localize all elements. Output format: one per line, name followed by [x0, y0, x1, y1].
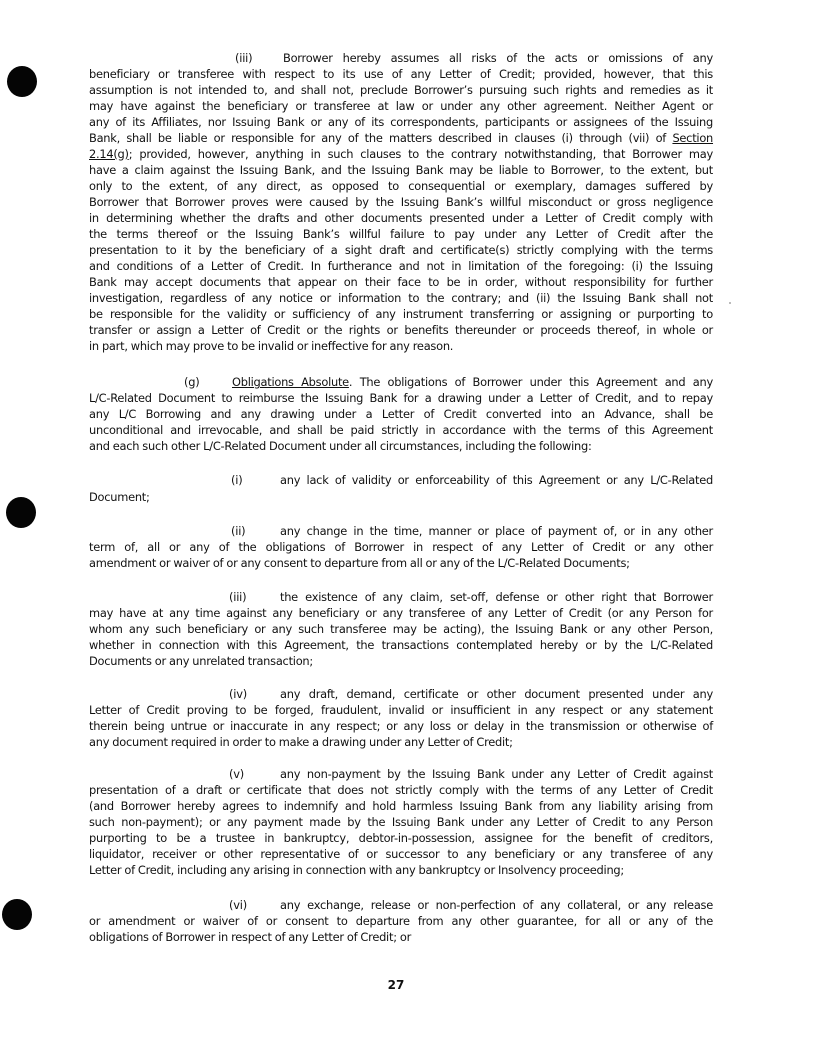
text-line: any draft, demand, certificate or other document presented under any	[280, 687, 713, 701]
text-line: and conditions of a Letter of Credit. In furtherance and not in limitation of the foregoing: (i) the Issuing	[89, 259, 713, 273]
text-line: or amendment or waiver of or consent to departure from any other guarantee, for all or any of the	[89, 914, 713, 928]
text-line: assumption is not intended to, and shall not, preclude Borrower’s pursuing such rights and remedies as it	[89, 83, 713, 97]
text-line: any document required in order to make a drawing under any Letter of Credit;	[89, 735, 513, 749]
text-line: in determining whether the drafts and other documents presented under a Letter of Credit comply with	[89, 211, 713, 225]
text-line: L/C-Related Document to reimburse the Issuing Bank for a drawing under a Letter of Credit, and to repay	[89, 391, 713, 405]
text-line: Borrower hereby assumes all risks of the acts or omissions of any	[283, 51, 713, 65]
text-line: and each such other L/C-Related Document under all circumstances, including the following:	[89, 439, 592, 453]
text-line: in part, which may prove to be invalid or ineffective for any reason.	[89, 339, 454, 353]
text-line: whom any such beneficiary or any such transferee may be acting), the Issuing Bank or any other Person,	[89, 622, 713, 636]
text-line: presentation of a draft or certificate that does not strictly comply with the terms of any Letter of Credit	[89, 783, 713, 797]
text-line: Letter of Credit proving to be forged, fraudulent, invalid or insufficient in any respect or any statement	[89, 703, 713, 717]
hole-punch-bottom	[2, 899, 32, 930]
section-link[interactable]: Section	[672, 131, 714, 145]
item-label: (vi)	[229, 898, 247, 912]
text-line	[89, 130, 713, 146]
text-line: investigation, regardless of any notice or information to the contrary; and (ii) the Issuing Bank shall not	[89, 291, 713, 305]
hole-punch-top	[7, 66, 37, 97]
text-line: presentation to it by the beneficiary of a sight draft and certificate(s) strictly complying with the terms	[89, 243, 713, 257]
section-heading: Obligations Absolute	[232, 375, 349, 389]
text-line: may have at any time against any beneficiary or any transferee of any Letter of Credit (or any Person for	[89, 606, 713, 620]
text-line: the terms thereof or the Issuing Bank’s willful failure to pay under any Letter of Credit after the	[89, 227, 713, 241]
text-line: Borrower that Borrower proves were caused by the Issuing Bank’s willful misconduct or gross negligence	[89, 195, 713, 209]
text-line: Letter of Credit, including any arising in connection with any bankruptcy or Insolvency proceeding;	[89, 863, 624, 877]
text-line: Documents or any unrelated transaction;	[89, 654, 313, 668]
text-line	[232, 374, 713, 390]
hole-punch-middle	[6, 497, 36, 528]
text-line: obligations of Borrower in respect of any Letter of Credit; or	[89, 930, 412, 944]
text-line: unconditional and irrevocable, and shall be paid strictly in accordance with the terms of this Agreement	[89, 423, 713, 437]
clause-label: (iii)	[235, 51, 253, 65]
text-line: purporting to be a trustee in bankruptcy, debtor-in-possession, assignee for the benefit of creditors,	[89, 831, 713, 845]
scan-speck	[729, 302, 731, 304]
text-line: (and Borrower hereby agrees to indemnify and hold harmless Issuing Bank from any liability arising from	[89, 799, 713, 813]
text-line: any change in the time, manner or place of payment of, or in any other	[280, 524, 713, 538]
text-line: Document;	[89, 490, 150, 504]
text-line: therein being untrue or inaccurate in any respect; or any loss or delay in the transmission or otherwise of	[89, 719, 713, 733]
text-line: whether in connection with this Agreement, the transactions contemplated hereby or by the L/C-Related	[89, 638, 713, 652]
clause-label: (g)	[184, 375, 200, 389]
text-line	[89, 146, 713, 162]
item-label: (v)	[229, 767, 245, 781]
text-line: term of, all or any of the obligations of Borrower in respect of any Letter of Credit or any other	[89, 540, 713, 554]
text-line: any non-payment by the Issuing Bank under any Letter of Credit against	[280, 767, 713, 781]
text-line: any of its Affiliates, nor Issuing Bank or any of its correspondents, participants or assignees of the Issuing	[89, 115, 713, 129]
section-link[interactable]: 2.14(g)	[89, 147, 129, 161]
item-label: (i)	[231, 473, 243, 487]
item-label: (ii)	[231, 524, 246, 538]
text-line: such non-payment); or any payment made by the Issuing Bank under any Letter of Credit to any Person	[89, 815, 713, 829]
text-line: amendment or waiver of or any consent to departure from all or any of the L/C-Related Documents;	[89, 556, 630, 570]
text-line: liquidator, receiver or other representative of or successor to any beneficiary or any transferee of any	[89, 847, 713, 861]
item-label: (iii)	[229, 590, 247, 604]
item-label: (iv)	[229, 687, 247, 701]
text-line: the existence of any claim, set-off, defense or other right that Borrower	[280, 590, 713, 604]
text-line: any exchange, release or non-perfection of any collateral, or any release	[280, 898, 713, 912]
text-line: any lack of validity or enforceability of this Agreement or any L/C-Related	[280, 473, 713, 487]
text-line: only to the extent, of any direct, as opposed to consequential or exemplary, damages suffered by	[89, 179, 713, 193]
text-fragment: ; provided, however, anything in such clauses to the contrary notwithstanding, that Borrower may	[128, 147, 713, 161]
text-line: transfer or assign a Letter of Credit or the rights or benefits thereunder or proceeds thereof, in whole or	[89, 323, 713, 337]
text-line: may have against the beneficiary or transferee at law or under any other agreement. Neither Agent or	[89, 99, 713, 113]
text-fragment: . The obligations of Borrower under this Agreement and any	[348, 375, 713, 389]
text-line: be responsible for the validity or sufficiency of any instrument transferring or assigning or purporting to	[89, 307, 713, 321]
text-fragment: Bank, shall be liable or responsible for any of the matters described in clauses (i) through (vii) of	[89, 131, 667, 145]
text-line: have a claim against the Issuing Bank, and the Issuing Bank may be liable to Borrower, to the extent, but	[89, 163, 713, 177]
text-line: beneficiary or transferee with respect to its use of any Letter of Credit; provided, however, that this	[89, 67, 713, 81]
text-line: any L/C Borrowing and any drawing under a Letter of Credit converted into an Advance, shall be	[89, 407, 713, 421]
text-line: Bank may accept documents that appear on their face to be in order, without responsibility for further	[89, 275, 713, 289]
page-number: 27	[387, 978, 405, 992]
